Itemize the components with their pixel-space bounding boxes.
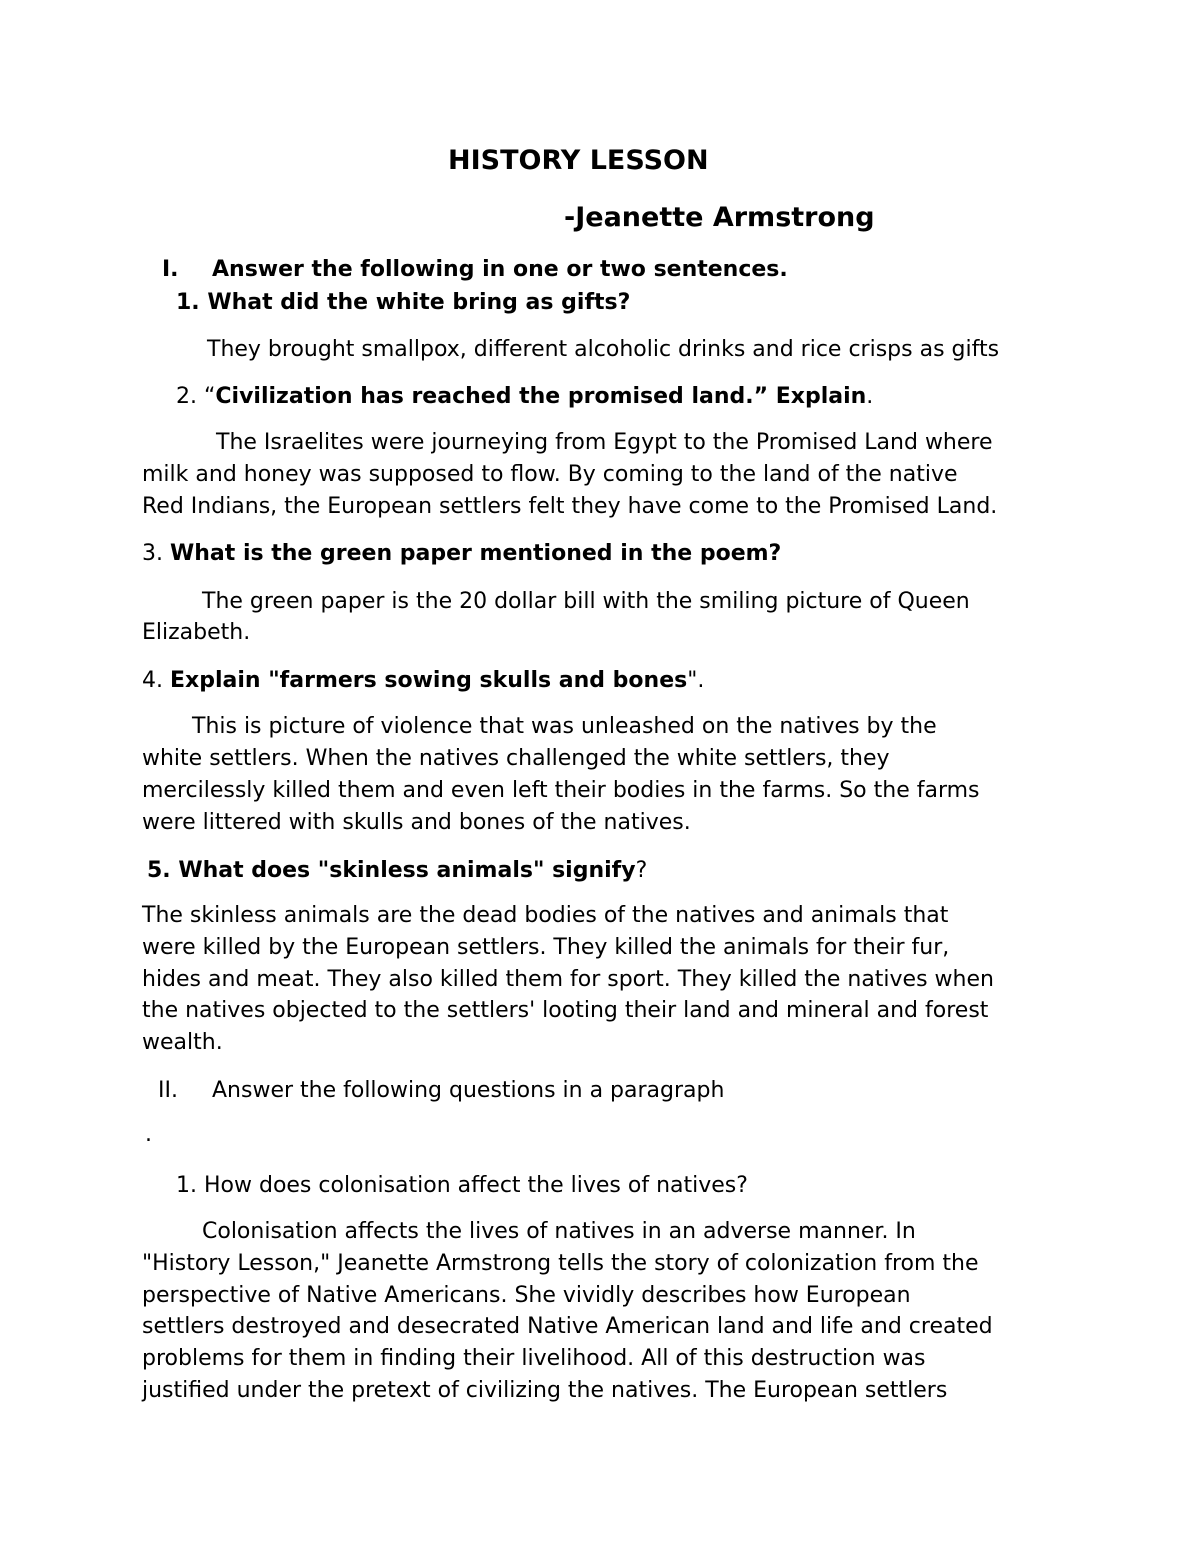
question-3-number: 3.: [142, 541, 163, 566]
section2-answer-line: settlers destroyed and desecrated Native American land and life and created: [142, 1314, 993, 1339]
section2-answer-line: justified under the pretext of civilizing the natives. The European settlers: [142, 1378, 948, 1403]
answer-2-line: The Israelites were journeying from Egypt to the Promised Land where: [216, 430, 993, 455]
section1-instruction: Answer the following in one or two sentences.: [212, 257, 788, 282]
answer-5-line: were killed by the European settlers. They killed the animals for their fur,: [142, 935, 950, 960]
answer-3-line: Elizabeth.: [142, 620, 251, 645]
question-2-number: 2.: [176, 384, 197, 409]
answer-2-line: Red Indians, the European settlers felt they have come to the Promised Land.: [142, 494, 998, 519]
section2-answer-line: Colonisation affects the lives of natives in an adverse manner. In: [202, 1219, 916, 1244]
question-5-text: 5. What does "skinless animals" signify: [147, 858, 636, 883]
question-2-text: Civilization has reached the promised land.” Explain: [215, 384, 867, 409]
question-4: [142, 670, 704, 692]
question-3-text: What is the green paper mentioned in the poem?: [170, 541, 782, 566]
section2-dot: .: [145, 1122, 152, 1147]
section2-answer-line: problems for them in finding their livelihood. All of this destruction was: [142, 1346, 926, 1371]
author-name: -Jeanette Armstrong: [564, 202, 875, 233]
section2-instruction: Answer the following questions in a paragraph: [212, 1078, 725, 1103]
answer-4-line: mercilessly killed them and even left their bodies in the farms. So the farms: [142, 778, 980, 803]
question-5: [147, 860, 647, 882]
question-4-number: 4.: [142, 668, 163, 693]
section1-numeral: I.: [162, 257, 179, 282]
section2-answer-line: "History Lesson," Jeanette Armstrong tells the story of colonization from the: [142, 1251, 979, 1276]
question-4-tail: ".: [687, 668, 705, 693]
question-4-text: Explain "farmers sowing skulls and bones: [170, 668, 688, 693]
answer-4-line: white settlers. When the natives challenged the white settlers, they: [142, 746, 890, 771]
answer-2-line: milk and honey was supposed to flow. By coming to the land of the native: [142, 462, 958, 487]
answer-4-line: were littered with skulls and bones of the natives.: [142, 810, 691, 835]
answer-3-line: The green paper is the 20 dollar bill with the smiling picture of Queen: [202, 589, 970, 614]
section2-question-1: 1. How does colonisation affect the lives of natives?: [176, 1173, 748, 1198]
question-2: [176, 386, 873, 408]
question-2-period: .: [866, 384, 874, 409]
answer-5-line: wealth.: [142, 1030, 223, 1055]
answer-4-line: This is picture of violence that was unleashed on the natives by the: [192, 714, 937, 739]
question-5-tail: ?: [635, 858, 648, 883]
document-title: HISTORY LESSON: [448, 145, 709, 176]
question-2-open-quote: “: [204, 384, 216, 409]
question-1: 1. What did the white bring as gifts?: [176, 290, 631, 315]
question-3: [142, 543, 781, 565]
answer-5-line: The skinless animals are the dead bodies of the natives and animals that: [142, 903, 949, 928]
answer-5-line: the natives objected to the settlers' looting their land and mineral and forest: [142, 998, 989, 1023]
section2-answer-line: perspective of Native Americans. She vividly describes how European: [142, 1283, 911, 1308]
answer-1: They brought smallpox, different alcoholic drinks and rice crisps as gifts: [207, 337, 1000, 362]
section2-numeral: II.: [158, 1078, 178, 1103]
answer-5-line: hides and meat. They also killed them for sport. They killed the natives when: [142, 967, 994, 992]
